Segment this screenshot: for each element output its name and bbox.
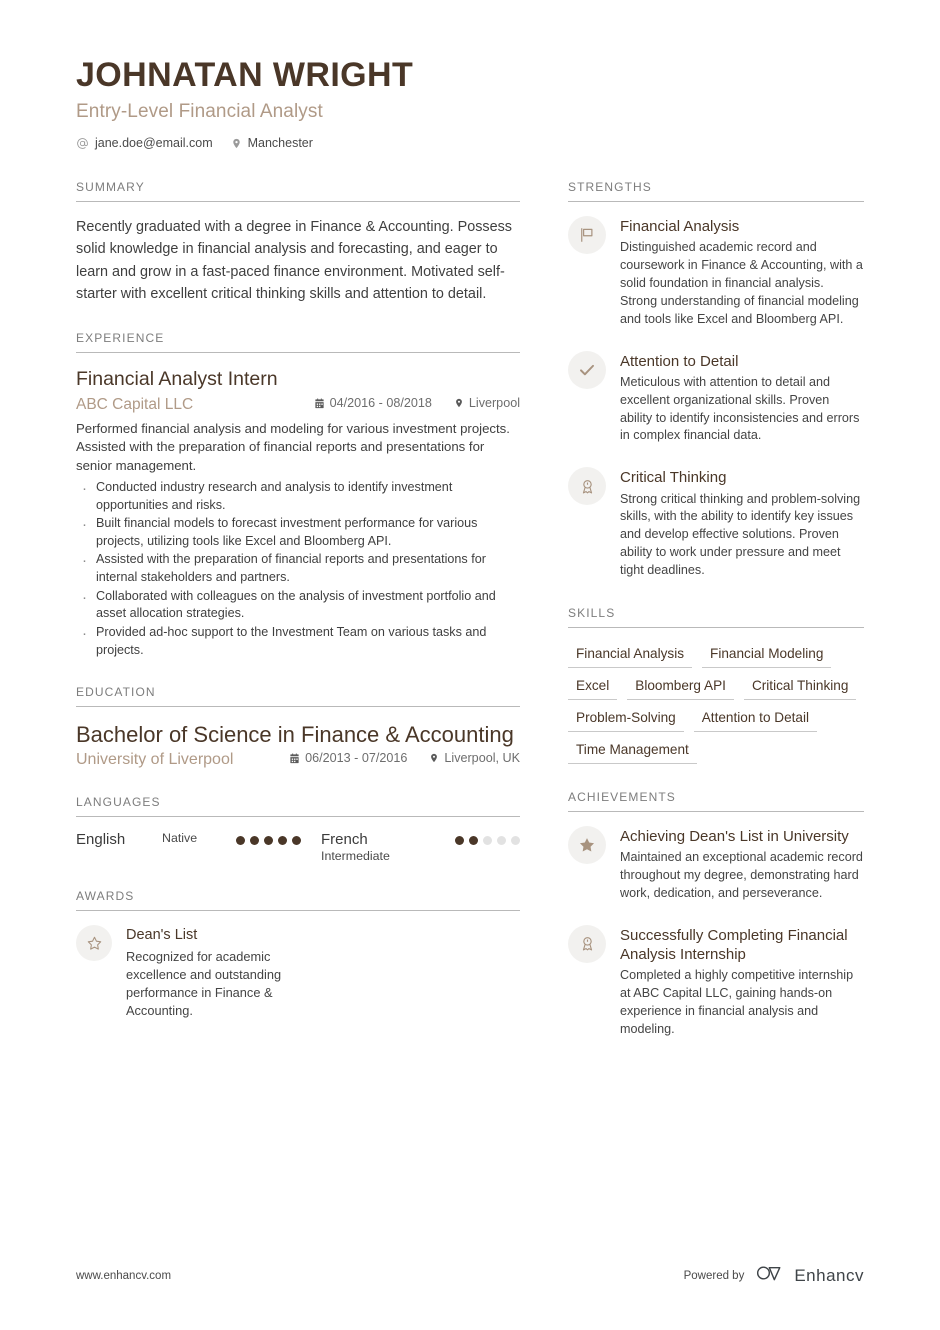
achievement-item bbox=[568, 925, 864, 1039]
strength-body bbox=[620, 467, 864, 580]
star-outline-icon bbox=[76, 925, 112, 961]
experience-entry bbox=[76, 367, 520, 659]
experience-title: Financial Analyst Intern bbox=[76, 368, 278, 391]
candidate-name: JOHNATAN WRIGHT bbox=[76, 56, 414, 94]
language-item-english bbox=[76, 831, 321, 864]
skill-tag: Financial Modeling bbox=[702, 642, 831, 668]
calendar-icon bbox=[289, 753, 300, 764]
enhancv-brand[interactable] bbox=[756, 1263, 864, 1288]
powered-by-label: Powered by bbox=[683, 1269, 745, 1282]
language-name: French bbox=[321, 830, 368, 848]
achievement-title: Achieving Dean's List in University bbox=[620, 827, 849, 845]
experience-meta bbox=[76, 396, 520, 414]
contact-email[interactable] bbox=[76, 136, 213, 150]
list-item: · Built financial models to forecast investment performance for various projects, utilizing tools like Excel and Bloomberg API. bbox=[76, 515, 520, 550]
strength-item bbox=[568, 467, 864, 580]
education-dates bbox=[289, 751, 407, 765]
achievement-body bbox=[620, 826, 864, 903]
calendar-icon bbox=[314, 398, 325, 409]
strength-item bbox=[568, 216, 864, 329]
section-education bbox=[76, 685, 520, 769]
enhancv-brand-name: Enhancv bbox=[794, 1265, 864, 1285]
strength-item bbox=[568, 351, 864, 446]
enhancv-logo-icon bbox=[756, 1263, 786, 1288]
footer-branding bbox=[684, 1263, 864, 1288]
language-name: English bbox=[76, 830, 126, 848]
section-experience bbox=[76, 331, 520, 659]
strength-title: Financial Analysis bbox=[620, 218, 740, 236]
section-title-education: EDUCATION bbox=[76, 685, 520, 707]
list-item: · Collaborated with colleagues on the analysis of investment portfolio and asset allocation strategies. bbox=[76, 588, 520, 623]
check-icon bbox=[568, 351, 606, 389]
rating-dot bbox=[292, 836, 301, 845]
section-summary bbox=[76, 180, 520, 305]
language-level: Native bbox=[162, 830, 198, 845]
achievement-title: Successfully Completing Financial Analysis Internship bbox=[620, 926, 848, 963]
footer-website-url[interactable]: www.enhancv.com bbox=[76, 1269, 172, 1282]
skill-tag: Critical Thinking bbox=[744, 674, 856, 700]
left-column bbox=[76, 180, 520, 1065]
section-skills bbox=[568, 606, 864, 764]
language-list bbox=[76, 831, 520, 864]
education-entry bbox=[76, 721, 520, 769]
strength-description: Distinguished academic record and coursework in Finance & Accounting, with a solid foundation in financial analysis. Strong understanding of financial modeling and tools like Excel and Bloomberg API. bbox=[620, 240, 863, 326]
education-degree: Bachelor of Science in Finance & Accounting bbox=[76, 722, 514, 748]
map-pin-icon bbox=[454, 397, 464, 409]
award-ribbon-icon bbox=[568, 467, 606, 505]
skill-tag: Excel bbox=[568, 674, 617, 700]
achievement-description: Completed a highly competitive internship at ABC Capital LLC, gaining hands-on experience in financial analysis and modeling. bbox=[620, 968, 854, 1036]
contact-location-text: Manchester bbox=[247, 136, 313, 151]
skill-list bbox=[568, 642, 864, 764]
list-item: · Conducted industry research and analysis to identify investment opportunities and risks. bbox=[76, 479, 520, 514]
rating-dot bbox=[511, 836, 520, 845]
rating-dot bbox=[455, 836, 464, 845]
experience-bullet-list bbox=[76, 479, 520, 659]
resume-body bbox=[76, 180, 864, 1065]
experience-location bbox=[454, 396, 520, 410]
language-name-block bbox=[76, 831, 162, 850]
skill-tag: Financial Analysis bbox=[568, 642, 692, 668]
star-filled-icon bbox=[568, 826, 606, 864]
at-icon bbox=[76, 137, 89, 150]
resume-header bbox=[76, 56, 864, 150]
contact-email-text: jane.doe@email.com bbox=[95, 136, 213, 151]
section-awards bbox=[76, 889, 520, 1020]
language-level: Intermediate bbox=[321, 849, 390, 864]
section-title-languages: LANGUAGES bbox=[76, 795, 520, 817]
experience-location-text: Liverpool bbox=[468, 395, 520, 410]
section-title-strengths: STRENGTHS bbox=[568, 180, 864, 202]
strength-description: Strong critical thinking and problem-solving skills, with the ability to identify key issues and develop effective solutions. Proven ability to work under pressure and meet tight deadlines. bbox=[620, 491, 861, 578]
section-title-skills: SKILLS bbox=[568, 606, 864, 628]
section-title-experience: EXPERIENCE bbox=[76, 331, 520, 353]
language-rating-dots bbox=[455, 831, 520, 845]
section-title-summary: SUMMARY bbox=[76, 180, 520, 202]
right-column bbox=[568, 180, 864, 1065]
page-footer bbox=[76, 1263, 864, 1288]
section-strengths bbox=[568, 180, 864, 580]
section-achievements bbox=[568, 790, 864, 1039]
rating-dot bbox=[278, 836, 287, 845]
flag-icon bbox=[568, 216, 606, 254]
rating-dot bbox=[264, 836, 273, 845]
strength-title: Attention to Detail bbox=[620, 352, 739, 370]
experience-organization: ABC Capital LLC bbox=[76, 395, 194, 413]
rating-dot bbox=[483, 836, 492, 845]
education-organization: University of Liverpool bbox=[76, 750, 234, 768]
map-pin-icon bbox=[231, 137, 242, 150]
rating-dot bbox=[250, 836, 259, 845]
strength-title: Critical Thinking bbox=[620, 469, 727, 487]
award-title: Dean's List bbox=[126, 927, 198, 944]
language-rating-dots bbox=[236, 831, 301, 845]
section-title-achievements: ACHIEVEMENTS bbox=[568, 790, 864, 812]
language-name-block bbox=[321, 831, 455, 864]
skill-tag: Bloomberg API bbox=[627, 674, 734, 700]
strength-body bbox=[620, 216, 864, 329]
education-dates-text: 06/2013 - 07/2016 bbox=[305, 751, 408, 766]
education-location bbox=[429, 751, 520, 765]
award-ribbon-icon bbox=[568, 925, 606, 963]
experience-dates-text: 04/2016 - 08/2018 bbox=[329, 396, 432, 411]
contact-location bbox=[231, 136, 313, 150]
experience-dates bbox=[314, 396, 432, 410]
achievement-body bbox=[620, 925, 864, 1039]
skill-tag: Attention to Detail bbox=[694, 706, 817, 732]
achievement-item bbox=[568, 826, 864, 903]
strength-body bbox=[620, 351, 864, 446]
summary-text: Recently graduated with a degree in Finance & Accounting. Possess solid knowledge in financial analysis and forecasting, and eager to learn and grow in a fast-paced finance environment. Motivated self-starter with excellent critical thinking skills and attention to detail. bbox=[76, 219, 512, 303]
achievement-description: Maintained an exceptional academic record throughout my degree, demonstrating hard work, dedication, and perseverance. bbox=[620, 850, 863, 900]
experience-description: Performed financial analysis and modeling for various investment projects. Assisted with the preparation of financial reports and presentations for senior management. bbox=[76, 420, 510, 474]
map-pin-icon bbox=[429, 752, 439, 764]
skill-tag: Problem-Solving bbox=[568, 706, 684, 732]
language-item-french bbox=[321, 831, 520, 864]
rating-dot bbox=[236, 836, 245, 845]
skill-tag: Time Management bbox=[568, 738, 697, 764]
contact-row bbox=[76, 136, 864, 150]
rating-dot bbox=[497, 836, 506, 845]
language-level-block bbox=[162, 831, 236, 845]
award-body bbox=[126, 925, 321, 1020]
list-item: · Provided ad-hoc support to the Investment Team on various tasks and projects. bbox=[76, 624, 520, 659]
rating-dot bbox=[469, 836, 478, 845]
award-description: Recognized for academic excellence and outstanding performance in Finance & Accounting. bbox=[126, 949, 282, 1019]
strength-description: Meticulous with attention to detail and excellent organizational skills. Proven ability to identify inconsistencies and errors in complex financial data. bbox=[620, 374, 860, 443]
list-item: · Assisted with the preparation of financial reports and presentations for internal stakeholders and partners. bbox=[76, 551, 520, 586]
award-item bbox=[76, 925, 321, 1020]
section-languages bbox=[76, 795, 520, 864]
education-meta bbox=[76, 751, 520, 769]
education-location-text: Liverpool, UK bbox=[444, 750, 520, 765]
section-title-awards: AWARDS bbox=[76, 889, 520, 911]
candidate-job-title: Entry-Level Financial Analyst bbox=[76, 101, 323, 123]
